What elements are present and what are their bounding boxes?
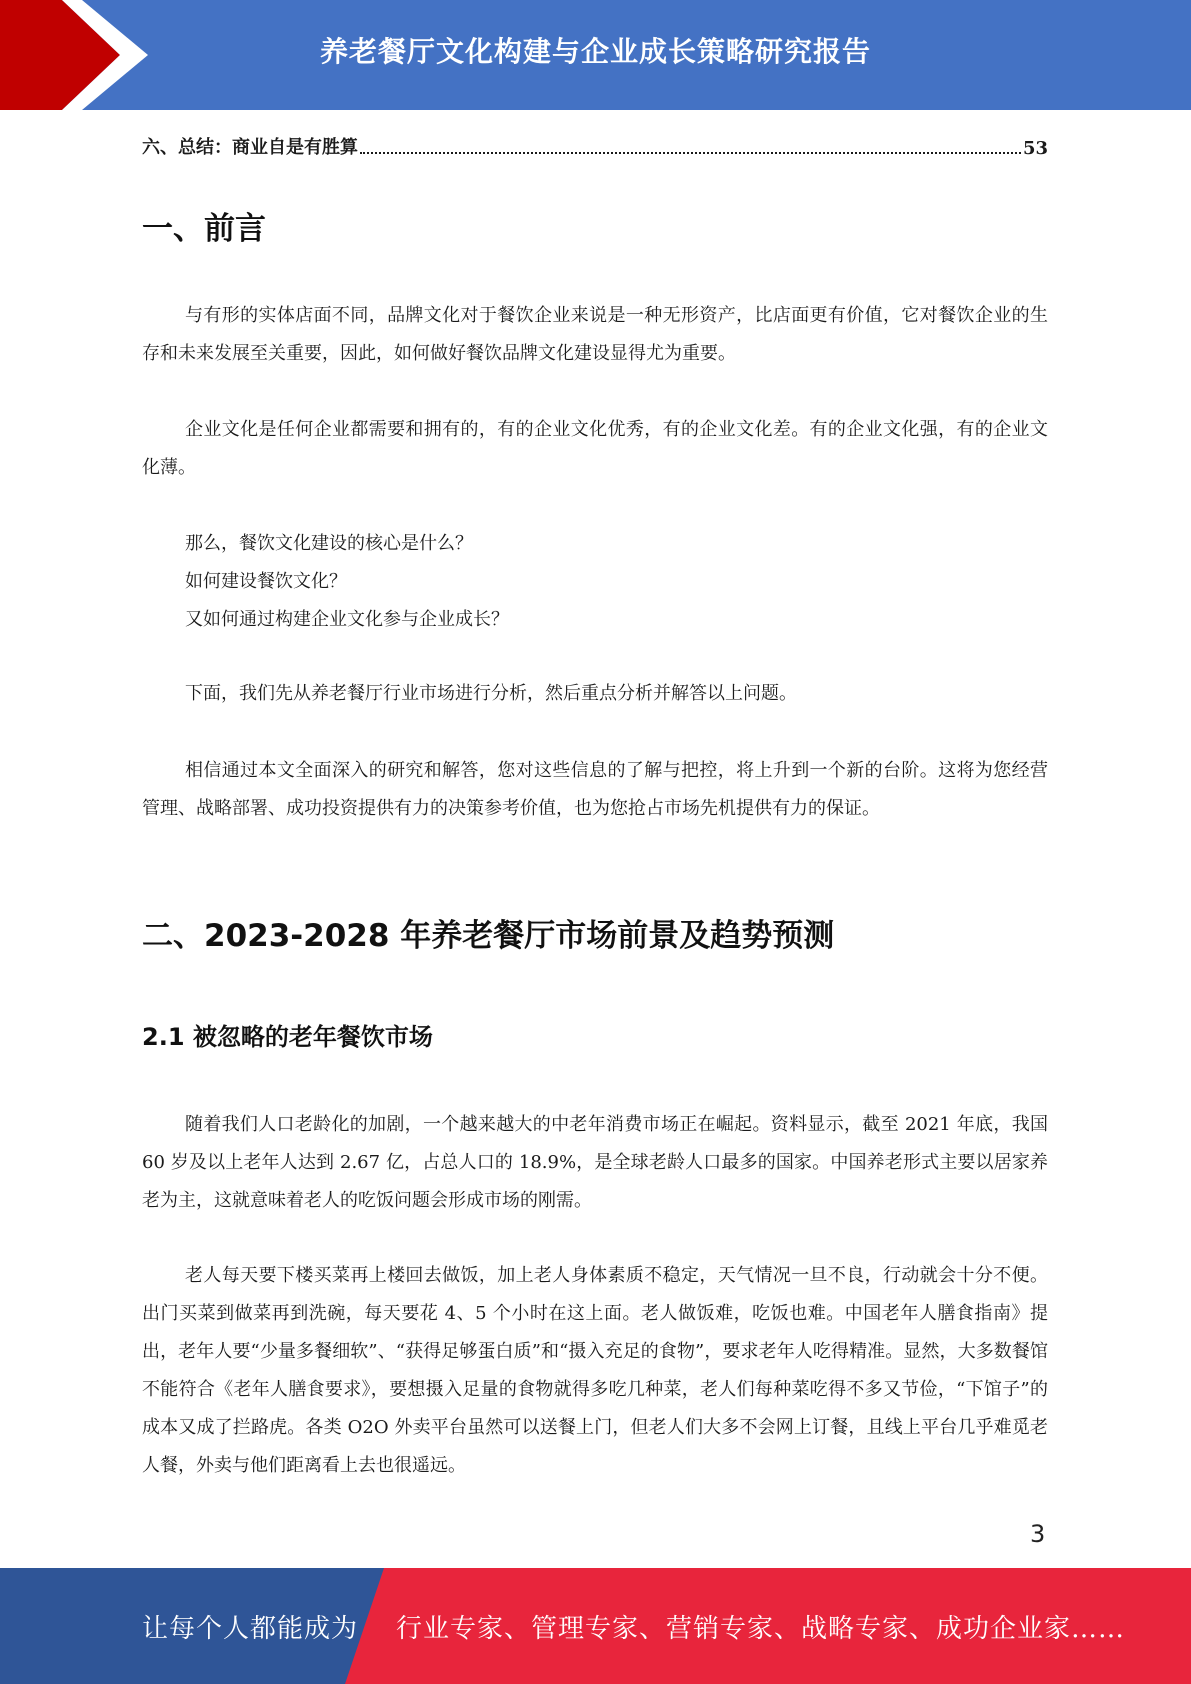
toc-entry	[142, 129, 1048, 159]
toc-leader-dots	[360, 152, 1021, 154]
report-title: 养老餐厅文化构建与企业成长策略研究报告	[319, 35, 871, 68]
section-heading-preface: 一、前言	[142, 211, 266, 247]
page-header	[0, 0, 1191, 110]
paragraph: 相信通过本文全面深入的研究和解答，您对这些信息的了解与把控，将上升到一个新的台阶。这将为您经营管理、战略部署、成功投资提供有力的决策参考价值，也为您抢占市场先机提供有力的保证。	[142, 760, 1048, 819]
toc-page-number: 53	[1022, 138, 1048, 159]
section-heading-forecast: 二、2023-2028 年养老餐厅市场前景及趋势预测	[142, 918, 835, 954]
subsection-heading: 2.1 被忽略的老年餐饮市场	[142, 1023, 433, 1051]
paragraph: 随着我们人口老龄化的加剧，一个越来越大的中老年消费市场正在崛起。资料显示，截至 2021 年底，我国 60 岁及以上老年人达到 2.67 亿，占总人口的 18.9%，是全球老龄人口最多的国家。中国养老形式主要以居家养老为主，这就意味着老人的吃饭问题会形成市场的刚需。	[142, 1114, 1048, 1211]
footer-slogan-right: 行业专家、管理专家、营销专家、战略专家、成功企业家……	[396, 1614, 1126, 1644]
paragraph: 下面，我们先从养老餐厅行业市场进行分析，然后重点分析并解答以上问题。	[185, 683, 797, 704]
question-line: 又如何通过构建企业文化参与企业成长？	[185, 609, 509, 630]
paragraph: 老人每天要下楼买菜再上楼回去做饭，加上老人身体素质不稳定，天气情况一旦不良，行动就会十分不便。出门买菜到做菜再到洗碗，每天要花 4、5 个小时在这上面。老人做饭难，吃饭也难。中国老年人膳食指南》提出，老年人要“少量多餐细软”、“获得足够蛋白质”和“摄入充足的食物”，要求老年人吃得精准。显然，大多数餐馆不能符合《老年人膳食要求》，要想摄入足量的食物就得多吃几种菜，老人们每种菜吃得不多又节俭，“下馆子”的成本又成了拦路虎。各类 O2O 外卖平台虽然可以送餐上门，但老人们大多不会网上订餐，且线上平台几乎难觅老人餐，外卖与他们距离看上去也很遥远。	[142, 1265, 1048, 1476]
page-number: 3	[1030, 1520, 1046, 1548]
page-footer	[0, 1568, 1191, 1684]
footer-slogan-left: 让每个人都能成为	[142, 1614, 359, 1644]
question-line: 如何建设餐饮文化？	[185, 571, 347, 592]
paragraph: 企业文化是任何企业都需要和拥有的，有的企业文化优秀，有的企业文化差。有的企业文化强，有的企业文化薄。	[142, 419, 1048, 478]
question-line: 那么，餐饮文化建设的核心是什么？	[185, 533, 473, 554]
toc-entry-label: 六、总结：商业自是有胜算	[142, 137, 358, 158]
paragraph: 与有形的实体店面不同，品牌文化对于餐饮企业来说是一种无形资产，比店面更有价值，它对餐饮企业的生存和未来发展至关重要，因此，如何做好餐饮品牌文化建设显得尤为重要。	[142, 305, 1048, 364]
